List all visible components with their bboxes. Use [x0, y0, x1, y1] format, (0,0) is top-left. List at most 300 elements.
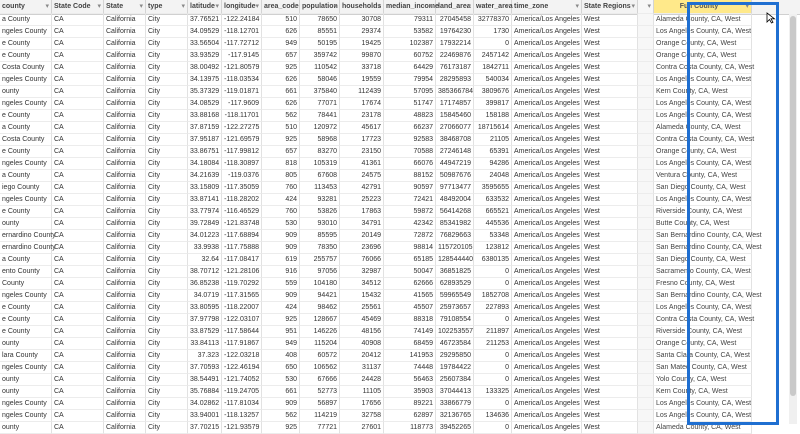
cell-land-area[interactable]: 27246148	[436, 146, 474, 158]
table-row[interactable]	[0, 110, 800, 122]
cell-households[interactable]: 32987	[340, 266, 384, 278]
cell-median-income[interactable]: 66076	[384, 158, 436, 170]
cell-longitude[interactable]: -118.22007	[222, 302, 262, 314]
cell-full-county[interactable]: Kern County, CA, West	[654, 386, 752, 398]
cell-full-county[interactable]: Orange County, CA, West	[654, 50, 752, 62]
cell-state[interactable]: California	[104, 194, 146, 206]
cell-state-code[interactable]: CA	[52, 98, 104, 110]
cell-households[interactable]: 76066	[340, 254, 384, 266]
cell-type[interactable]: City	[146, 302, 188, 314]
cell-time-zone[interactable]: America/Los Angeles	[512, 134, 582, 146]
cell-spacer[interactable]	[638, 374, 654, 386]
column-header-households[interactable]: households ▾	[340, 0, 384, 14]
cell-population[interactable]: 255757	[300, 254, 340, 266]
cell-longitude[interactable]: -122.27275	[222, 122, 262, 134]
cell-land-area[interactable]: 29295850	[436, 350, 474, 362]
cell-spacer[interactable]	[638, 386, 654, 398]
cell-state[interactable]: California	[104, 38, 146, 50]
cell-longitude[interactable]: -118.11701	[222, 110, 262, 122]
cell-time-zone[interactable]: America/Los Angeles	[512, 314, 582, 326]
column-header-state[interactable]: State ▾	[104, 0, 146, 14]
cell-median-income[interactable]: 70588	[384, 146, 436, 158]
table-row[interactable]	[0, 194, 800, 206]
cell-state[interactable]: California	[104, 254, 146, 266]
cell-population[interactable]: 52773	[300, 386, 340, 398]
cell-land-area[interactable]: 56414268	[436, 206, 474, 218]
cell-water-area[interactable]: 0	[474, 422, 512, 434]
cell-state[interactable]: California	[104, 278, 146, 290]
cell-spacer[interactable]	[638, 254, 654, 266]
cell-water-area[interactable]: 0	[474, 362, 512, 374]
cell-time-zone[interactable]: America/Los Angeles	[512, 110, 582, 122]
cell-latitude[interactable]: 33.84113	[188, 338, 222, 350]
table-row[interactable]	[0, 266, 800, 278]
cell-population[interactable]: 105319	[300, 158, 340, 170]
cell-median-income[interactable]: 74149	[384, 326, 436, 338]
cell-water-area[interactable]: 0	[474, 38, 512, 50]
table-row[interactable]	[0, 50, 800, 62]
cell-longitude[interactable]: -118.28202	[222, 194, 262, 206]
cell-spacer[interactable]	[638, 74, 654, 86]
cell-area-code[interactable]: 657	[262, 50, 300, 62]
cell-households[interactable]: 27601	[340, 422, 384, 434]
cell-county[interactable]: lara County	[0, 350, 52, 362]
cell-type[interactable]: City	[146, 122, 188, 134]
cell-land-area[interactable]: 76829663	[436, 230, 474, 242]
cell-state[interactable]: California	[104, 266, 146, 278]
cell-median-income[interactable]: 68459	[384, 338, 436, 350]
cell-spacer[interactable]	[638, 266, 654, 278]
cell-time-zone[interactable]: America/Los Angeles	[512, 218, 582, 230]
cell-households[interactable]: 17674	[340, 98, 384, 110]
column-header-longitude[interactable]: longitude ▾	[222, 0, 262, 14]
cell-households[interactable]: 45617	[340, 122, 384, 134]
cell-type[interactable]: City	[146, 206, 188, 218]
cell-state-code[interactable]: CA	[52, 338, 104, 350]
cell-longitude[interactable]: -121.74052	[222, 374, 262, 386]
cell-time-zone[interactable]: America/Los Angeles	[512, 158, 582, 170]
cell-full-county[interactable]: Ventura County, CA, West	[654, 170, 752, 182]
cell-state-code[interactable]: CA	[52, 86, 104, 98]
cell-latitude[interactable]: 34.13975	[188, 74, 222, 86]
cell-full-county[interactable]: Los Angeles County, CA, West	[654, 194, 752, 206]
cell-county[interactable]: a County	[0, 170, 52, 182]
cell-state-code[interactable]: CA	[52, 170, 104, 182]
cell-time-zone[interactable]: America/Los Angeles	[512, 182, 582, 194]
cell-type[interactable]: City	[146, 38, 188, 50]
cell-latitude[interactable]: 33.93529	[188, 50, 222, 62]
cell-county[interactable]: ernardino County	[0, 242, 52, 254]
cell-land-area[interactable]: 115720105	[436, 242, 474, 254]
cell-area-code[interactable]: 408	[262, 350, 300, 362]
cell-latitude[interactable]: 37.323	[188, 350, 222, 362]
table-row[interactable]	[0, 62, 800, 74]
cell-state-regions[interactable]: West	[582, 26, 638, 38]
cell-state-regions[interactable]: West	[582, 266, 638, 278]
cell-latitude[interactable]: 37.95187	[188, 134, 222, 146]
cell-area-code[interactable]: 949	[262, 338, 300, 350]
cell-longitude[interactable]: -122.24184	[222, 14, 262, 26]
cell-full-county[interactable]: Alameda County, CA, West	[654, 422, 752, 434]
cell-water-area[interactable]: 0	[474, 278, 512, 290]
table-row[interactable]	[0, 134, 800, 146]
cell-county[interactable]: e County	[0, 38, 52, 50]
cell-population[interactable]: 85595	[300, 230, 340, 242]
vertical-scrollbar[interactable]	[789, 14, 797, 424]
cell-water-area[interactable]: 65391	[474, 146, 512, 158]
cell-state-code[interactable]: CA	[52, 158, 104, 170]
cell-spacer[interactable]	[638, 410, 654, 422]
cell-state-regions[interactable]: West	[582, 122, 638, 134]
cell-state[interactable]: California	[104, 314, 146, 326]
cell-households[interactable]: 24575	[340, 170, 384, 182]
cell-households[interactable]: 30708	[340, 14, 384, 26]
cell-population[interactable]: 58968	[300, 134, 340, 146]
cell-median-income[interactable]: 56463	[384, 374, 436, 386]
table-row[interactable]	[0, 98, 800, 110]
cell-type[interactable]: City	[146, 170, 188, 182]
cell-latitude[interactable]: 34.09529	[188, 26, 222, 38]
cell-households[interactable]: 32758	[340, 410, 384, 422]
cell-spacer[interactable]	[638, 230, 654, 242]
cell-state-code[interactable]: CA	[52, 146, 104, 158]
column-header-median-income[interactable]: median_income ▾	[384, 0, 436, 14]
cell-state-code[interactable]: CA	[52, 242, 104, 254]
cell-water-area[interactable]: 21105	[474, 134, 512, 146]
column-header-full-county[interactable]: Full County ▾	[654, 0, 752, 14]
cell-longitude[interactable]: -117.75888	[222, 242, 262, 254]
cell-area-code[interactable]: 510	[262, 14, 300, 26]
cell-land-area[interactable]: 46723584	[436, 338, 474, 350]
cell-state-code[interactable]: CA	[52, 290, 104, 302]
cell-type[interactable]: City	[146, 182, 188, 194]
cell-county[interactable]: ounty	[0, 386, 52, 398]
cell-full-county[interactable]: Orange County, CA, West	[654, 146, 752, 158]
cell-time-zone[interactable]: America/Los Angeles	[512, 170, 582, 182]
cell-population[interactable]: 50195	[300, 38, 340, 50]
cell-median-income[interactable]: 53582	[384, 26, 436, 38]
cell-type[interactable]: City	[146, 158, 188, 170]
cell-households[interactable]: 29374	[340, 26, 384, 38]
cell-latitude[interactable]: 37.97798	[188, 314, 222, 326]
cell-spacer[interactable]	[638, 26, 654, 38]
cell-median-income[interactable]: 88318	[384, 314, 436, 326]
table-row[interactable]	[0, 230, 800, 242]
cell-county[interactable]: e County	[0, 50, 52, 62]
column-header-area-code[interactable]: area_code ▾	[262, 0, 300, 14]
cell-latitude[interactable]: 34.02862	[188, 398, 222, 410]
cell-households[interactable]: 20149	[340, 230, 384, 242]
cell-longitude[interactable]: -119.0376	[222, 170, 262, 182]
cell-state-code[interactable]: CA	[52, 122, 104, 134]
cell-water-area[interactable]: 633532	[474, 194, 512, 206]
cell-state-regions[interactable]: West	[582, 134, 638, 146]
cell-latitude[interactable]: 37.70593	[188, 362, 222, 374]
cell-longitude[interactable]: -122.03218	[222, 350, 262, 362]
cell-county[interactable]: ounty	[0, 338, 52, 350]
cell-area-code[interactable]: 619	[262, 254, 300, 266]
cell-longitude[interactable]: -117.81034	[222, 398, 262, 410]
table-row[interactable]	[0, 326, 800, 338]
cell-population[interactable]: 85551	[300, 26, 340, 38]
cell-latitude[interactable]: 36.85238	[188, 278, 222, 290]
cell-water-area[interactable]: 24048	[474, 170, 512, 182]
cell-state-code[interactable]: CA	[52, 230, 104, 242]
cell-median-income[interactable]: 141953	[384, 350, 436, 362]
cell-type[interactable]: City	[146, 422, 188, 434]
cell-median-income[interactable]: 65185	[384, 254, 436, 266]
cell-full-county[interactable]: Fresno County, CA, West	[654, 278, 752, 290]
cell-state-code[interactable]: CA	[52, 410, 104, 422]
cell-median-income[interactable]: 51747	[384, 98, 436, 110]
cell-county[interactable]: ounty	[0, 374, 52, 386]
cell-area-code[interactable]: 909	[262, 398, 300, 410]
cell-area-code[interactable]: 562	[262, 110, 300, 122]
cell-population[interactable]: 97056	[300, 266, 340, 278]
cell-latitude[interactable]: 34.01223	[188, 230, 222, 242]
cell-type[interactable]: City	[146, 278, 188, 290]
cell-full-county[interactable]: Riverside County, CA, West	[654, 206, 752, 218]
cell-water-area[interactable]: 227893	[474, 302, 512, 314]
cell-time-zone[interactable]: America/Los Angeles	[512, 326, 582, 338]
cell-median-income[interactable]: 42342	[384, 218, 436, 230]
cell-water-area[interactable]: 0	[474, 314, 512, 326]
cell-population[interactable]: 53826	[300, 206, 340, 218]
cell-longitude[interactable]: -121.28106	[222, 266, 262, 278]
cell-state-code[interactable]: CA	[52, 362, 104, 374]
cell-land-area[interactable]: 39452265	[436, 422, 474, 434]
column-header-county[interactable]: county ▾	[0, 0, 52, 14]
cell-longitude[interactable]: -118.12701	[222, 26, 262, 38]
cell-area-code[interactable]: 925	[262, 422, 300, 434]
cell-type[interactable]: City	[146, 230, 188, 242]
cell-latitude[interactable]: 32.64	[188, 254, 222, 266]
cell-county[interactable]: ngeles County	[0, 98, 52, 110]
cell-spacer[interactable]	[638, 62, 654, 74]
cell-population[interactable]: 110542	[300, 62, 340, 74]
cell-population[interactable]: 113453	[300, 182, 340, 194]
cell-time-zone[interactable]: America/Los Angeles	[512, 350, 582, 362]
cell-state-code[interactable]: CA	[52, 26, 104, 38]
cell-county[interactable]: a County	[0, 122, 52, 134]
column-header-latitude[interactable]: latitude ▾	[188, 0, 222, 14]
cell-state[interactable]: California	[104, 326, 146, 338]
cell-households[interactable]: 23178	[340, 110, 384, 122]
cell-state-regions[interactable]: West	[582, 350, 638, 362]
cell-water-area[interactable]: 123812	[474, 242, 512, 254]
cell-land-area[interactable]: 17174857	[436, 98, 474, 110]
cell-water-area[interactable]: 211897	[474, 326, 512, 338]
cell-longitude[interactable]: -121.83748	[222, 218, 262, 230]
cell-population[interactable]: 94421	[300, 290, 340, 302]
cell-state-regions[interactable]: West	[582, 254, 638, 266]
cell-land-area[interactable]: 17932214	[436, 38, 474, 50]
cell-state-regions[interactable]: West	[582, 98, 638, 110]
cell-population[interactable]: 93281	[300, 194, 340, 206]
cell-county[interactable]: ngeles County	[0, 74, 52, 86]
cell-time-zone[interactable]: America/Los Angeles	[512, 254, 582, 266]
cell-state[interactable]: California	[104, 242, 146, 254]
cell-state[interactable]: California	[104, 170, 146, 182]
cell-latitude[interactable]: 37.70215	[188, 422, 222, 434]
cell-state[interactable]: California	[104, 158, 146, 170]
cell-area-code[interactable]: 760	[262, 182, 300, 194]
cell-water-area[interactable]: 1852708	[474, 290, 512, 302]
cell-households[interactable]: 41361	[340, 158, 384, 170]
cell-area-code[interactable]: 530	[262, 218, 300, 230]
cell-median-income[interactable]: 45507	[384, 302, 436, 314]
cell-state-regions[interactable]: West	[582, 242, 638, 254]
column-header-spacer[interactable]	[638, 0, 654, 14]
cell-state-code[interactable]: CA	[52, 350, 104, 362]
cell-median-income[interactable]: 102387	[384, 38, 436, 50]
cell-spacer[interactable]	[638, 350, 654, 362]
cell-area-code[interactable]: 818	[262, 158, 300, 170]
cell-county[interactable]: ngeles County	[0, 26, 52, 38]
cell-county[interactable]: ngeles County	[0, 410, 52, 422]
cell-state-regions[interactable]: West	[582, 206, 638, 218]
cell-full-county[interactable]: Alameda County, CA, West	[654, 122, 752, 134]
cell-households[interactable]: 19425	[340, 38, 384, 50]
cell-spacer[interactable]	[638, 182, 654, 194]
cell-county[interactable]: ento County	[0, 266, 52, 278]
cell-spacer[interactable]	[638, 110, 654, 122]
table-row[interactable]	[0, 122, 800, 134]
cell-county[interactable]: ngeles County	[0, 362, 52, 374]
table-row[interactable]	[0, 146, 800, 158]
cell-state-regions[interactable]: West	[582, 14, 638, 26]
cell-time-zone[interactable]: America/Los Angeles	[512, 86, 582, 98]
cell-spacer[interactable]	[638, 98, 654, 110]
cell-state-code[interactable]: CA	[52, 62, 104, 74]
cell-state-regions[interactable]: West	[582, 326, 638, 338]
cell-state[interactable]: California	[104, 410, 146, 422]
cell-latitude[interactable]: 35.37329	[188, 86, 222, 98]
cell-median-income[interactable]: 35903	[384, 386, 436, 398]
table-row[interactable]	[0, 314, 800, 326]
cell-state-code[interactable]: CA	[52, 326, 104, 338]
cell-state[interactable]: California	[104, 50, 146, 62]
cell-state-regions[interactable]: West	[582, 302, 638, 314]
cell-full-county[interactable]: Los Angeles County, CA, West	[654, 98, 752, 110]
cell-water-area[interactable]: 6380135	[474, 254, 512, 266]
table-row[interactable]	[0, 362, 800, 374]
cell-area-code[interactable]: 661	[262, 386, 300, 398]
table-row[interactable]	[0, 398, 800, 410]
cell-state[interactable]: California	[104, 86, 146, 98]
cell-area-code[interactable]: 949	[262, 38, 300, 50]
cell-area-code[interactable]: 760	[262, 206, 300, 218]
cell-state[interactable]: California	[104, 338, 146, 350]
cell-land-area[interactable]: 15845460	[436, 110, 474, 122]
cell-type[interactable]: City	[146, 62, 188, 74]
cell-households[interactable]: 40908	[340, 338, 384, 350]
cell-water-area[interactable]: 158188	[474, 110, 512, 122]
cell-water-area[interactable]: 18715614	[474, 122, 512, 134]
cell-full-county[interactable]: San Diego County, CA, West	[654, 254, 752, 266]
cell-time-zone[interactable]: America/Los Angeles	[512, 422, 582, 434]
cell-time-zone[interactable]: America/Los Angeles	[512, 26, 582, 38]
cell-longitude[interactable]: -117.08417	[222, 254, 262, 266]
cell-households[interactable]: 34791	[340, 218, 384, 230]
cell-land-area[interactable]: 85341982	[436, 218, 474, 230]
cell-state-regions[interactable]: West	[582, 110, 638, 122]
cell-median-income[interactable]: 74448	[384, 362, 436, 374]
cell-water-area[interactable]: 2457142	[474, 50, 512, 62]
cell-county[interactable]: e County	[0, 146, 52, 158]
cell-area-code[interactable]: 925	[262, 62, 300, 74]
cell-state[interactable]: California	[104, 386, 146, 398]
cell-spacer[interactable]	[638, 206, 654, 218]
cell-latitude[interactable]: 33.94001	[188, 410, 222, 422]
cell-spacer[interactable]	[638, 50, 654, 62]
cell-state[interactable]: California	[104, 350, 146, 362]
cell-time-zone[interactable]: America/Los Angeles	[512, 206, 582, 218]
cell-area-code[interactable]: 657	[262, 146, 300, 158]
cell-area-code[interactable]: 530	[262, 374, 300, 386]
cell-full-county[interactable]: Los Angeles County, CA, West	[654, 26, 752, 38]
cell-type[interactable]: City	[146, 362, 188, 374]
column-header-state-regions[interactable]: State Regions ▾	[582, 0, 638, 14]
cell-spacer[interactable]	[638, 278, 654, 290]
cell-state-code[interactable]: CA	[52, 266, 104, 278]
cell-state-code[interactable]: CA	[52, 422, 104, 434]
cell-longitude[interactable]: -122.03107	[222, 314, 262, 326]
cell-time-zone[interactable]: America/Los Angeles	[512, 278, 582, 290]
cell-spacer[interactable]	[638, 290, 654, 302]
cell-water-area[interactable]: 0	[474, 266, 512, 278]
cell-state[interactable]: California	[104, 206, 146, 218]
cell-latitude[interactable]: 33.88168	[188, 110, 222, 122]
column-header-state-code[interactable]: State Code ▾	[52, 0, 104, 14]
cell-type[interactable]: City	[146, 374, 188, 386]
cell-full-county[interactable]: San Bernardino County, CA, West	[654, 230, 752, 242]
cell-latitude[interactable]: 33.15809	[188, 182, 222, 194]
cell-longitude[interactable]: -119.24705	[222, 386, 262, 398]
cell-population[interactable]: 93010	[300, 218, 340, 230]
cell-median-income[interactable]: 62666	[384, 278, 436, 290]
cell-time-zone[interactable]: America/Los Angeles	[512, 74, 582, 86]
cell-land-area[interactable]: 44947219	[436, 158, 474, 170]
cell-full-county[interactable]: Sacramento County, CA, West	[654, 266, 752, 278]
cell-county[interactable]: e County	[0, 206, 52, 218]
cell-full-county[interactable]: Riverside County, CA, West	[654, 326, 752, 338]
cell-time-zone[interactable]: America/Los Angeles	[512, 338, 582, 350]
cell-spacer[interactable]	[638, 194, 654, 206]
cell-water-area[interactable]: 94286	[474, 158, 512, 170]
cell-spacer[interactable]	[638, 314, 654, 326]
cell-median-income[interactable]: 60752	[384, 50, 436, 62]
cell-county[interactable]: e County	[0, 110, 52, 122]
cell-spacer[interactable]	[638, 134, 654, 146]
table-row[interactable]	[0, 206, 800, 218]
cell-land-area[interactable]: 25973657	[436, 302, 474, 314]
cell-land-area[interactable]: 128544440	[436, 254, 474, 266]
cell-full-county[interactable]: Los Angeles County, CA, West	[654, 302, 752, 314]
cell-county[interactable]: Costa County	[0, 62, 52, 74]
cell-households[interactable]: 23150	[340, 146, 384, 158]
cell-longitude[interactable]: -121.69579	[222, 134, 262, 146]
cell-state-regions[interactable]: West	[582, 398, 638, 410]
cell-latitude[interactable]: 33.9938	[188, 242, 222, 254]
cell-type[interactable]: City	[146, 98, 188, 110]
cell-type[interactable]: City	[146, 134, 188, 146]
cell-spacer[interactable]	[638, 242, 654, 254]
cell-state-code[interactable]: CA	[52, 182, 104, 194]
cell-latitude[interactable]: 34.08529	[188, 98, 222, 110]
cell-area-code[interactable]: 909	[262, 230, 300, 242]
cell-households[interactable]: 25223	[340, 194, 384, 206]
